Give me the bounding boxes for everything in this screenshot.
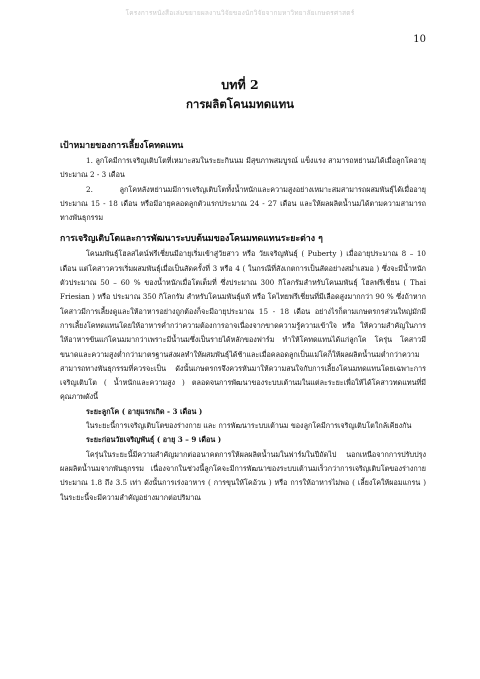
- goal-item-2: 2. ลูกโคหลังหย่านมมีการเจริญเติบโตทั้งน้ำหนักและความสูงอย่างเหมาะสมสามารถผสมพันธุ์ได้เมื่ออายุประมาณ 15 - 18 เดือน หรือมีอายุคลอดลูกตัวแรกประมาณ 24 - 27 เดือน และให้ผลผลิตน้ำนมได้ตามความสามารถทางพันธุกรรม: [60, 184, 426, 223]
- growth-paragraph: โคนมพันธุ์โฮลสไตน์ฟรีเชี่ยนมีอายุเริ่มเข้าสู่วัยสาว หรือ วัยเจริญพันธุ์ ( Puberty ) เมื่ออายุประมาณ 8 – 10 เดือน แต่โคสาวควรเริ่มผสมพันธุ์เมื่อเป็นสัดครั้งที่ 3 หรือ 4 ( ในกรณีที่สังเกตการเป็นสัดอย่างสม่ำเสมอ ) ซึ่งจะมีน้ำหนักตัวประมาณ 50 – 60 % ของน้ำหนักเมื่อโตเต็มที่ ซึ่งประมาณ 300 กิโลกรัมสำหรับโคนมพันธุ์ โฮลฟรีเชี่ยน ( Thai Friesian ) หรือ ประมาณ 350 กิโลกรัม สำหรับโคนมพันธุ์แท้ หรือ โคไทยฟรีเชี่ยนที่มีเลือดสูงมากกว่า 90 % ซึ่งถ้าหากโคสาวมีการเลี้ยงดูและให้อาหารอย่างถูกต้องก็จะมีอายุประมาณ 15 - 18 เดือน อย่างไรก็ตามเกษตรกรส่วนใหญ่มักมีการเลี้ยงโคทดแทนโดยให้อาหารค่ำกว่าความต้องการอาจเนื่องจากขาดความรู้ความเข้าใจ หรือ ให้ความสำคัญในการให้อาหารข้นแก่โคนมมากว่าเพราะมีน้ำนมซึ่งเป็นรายได้หลักของฟาร์ม ทำให้โคทดแทนได้แก่ลูกโค โครุ่น โคสาวมีขนาดและความสูงต่ำกว่ามาตรฐานส่งผลทำให้ผสมพันธุ์ได้ช้าและเมื่อคลอดลูกเป็นแม่โคก็ให้ผลผลิตน้ำนมต่ำกว่าความสามารถทางพันธุกรรมที่ควรจะเป็น ดังนั้นเกษตรกรจึงควรหันมาให้ความสนใจกับการเลี้ยงโคนมทดแทนโดยเฉพาะการเจริญเติบโต ( น้ำหนักและความสูง ) ตลอดจนการพัฒนาของระบบเต้านมในแต่ละระยะเพื่อให้ได้โคสาวทดแทนที่มีคุณภาพดังนี้: [60, 249, 426, 402]
- chapter-title: การผลิตโคนมทดแทน: [185, 97, 295, 111]
- calf-paragraph: ในระยะนี้การเจริญเติบโตของร่างกาย และ การพัฒนาระบบเต้านม ของลูกโคมีการเจริญเติบโตใกล้เคียงกัน: [86, 421, 412, 431]
- body-content: [60, 138, 426, 505]
- goal-item-1: 1. ลูกโคมีการเจริญเติบโตที่เหมาะสมในระยะกินนม มีสุขภาพสมบูรณ์ แข็งแรง สามารถหย่านมได้เมื่อลูกโคอายุประมาณ 2 - 3 เดือน: [60, 156, 426, 180]
- prepuberty-paragraph: โครุ่นในระยะนี้มีความสำคัญมากต่ออนาคตการให้ผลผลิตน้ำนมในฟาร์มในปีถัดไป นอกเหนือจากการปรับปรุงผลผลิตน้ำนมจากพันธุกรรม เนื่องจากในช่วงนี้ลูกโคจะมีการพัฒนาของระบบเต้านมเร็วกว่าการเจริญเติบโตของร่างกาย ประมาณ 1.8 ถึง 3.5 เท่า ดังนั้นการเร่งอาหาร ( การขุนให้โคอ้วน ) หรือ การให้อาหารไม่พอ ( เลี้ยงโคให้ผอมแกรน ) ในระยะนี้จะมีความสำคัญอย่างมากต่อปริมาณ: [60, 449, 426, 502]
- section-heading-goals: เป้าหมายของการเลี้ยงโคทดแทน: [60, 141, 184, 151]
- watermark-header: โครงการหนังสือเล่มขยายผลงานวิจัยของนักวิจัยจากมหาวิทยาลัยเกษตรศาสตร์: [125, 9, 355, 17]
- chapter-label: บทที่ 2: [221, 77, 259, 92]
- subheading-prepuberty: ระยะก่อนวัยเจริญพันธุ์ ( อายุ 3 – 9 เดือน ): [86, 435, 222, 445]
- section-heading-growth: การเจริญเติบโตและการพัฒนาระบบต้นมของโคนมทดแทนระยะต่าง ๆ: [60, 234, 323, 245]
- page-number: 10: [413, 34, 426, 45]
- subheading-calf: ระยะลูกโค ( อายุแรกเกิด - 3 เดือน ): [86, 406, 203, 416]
